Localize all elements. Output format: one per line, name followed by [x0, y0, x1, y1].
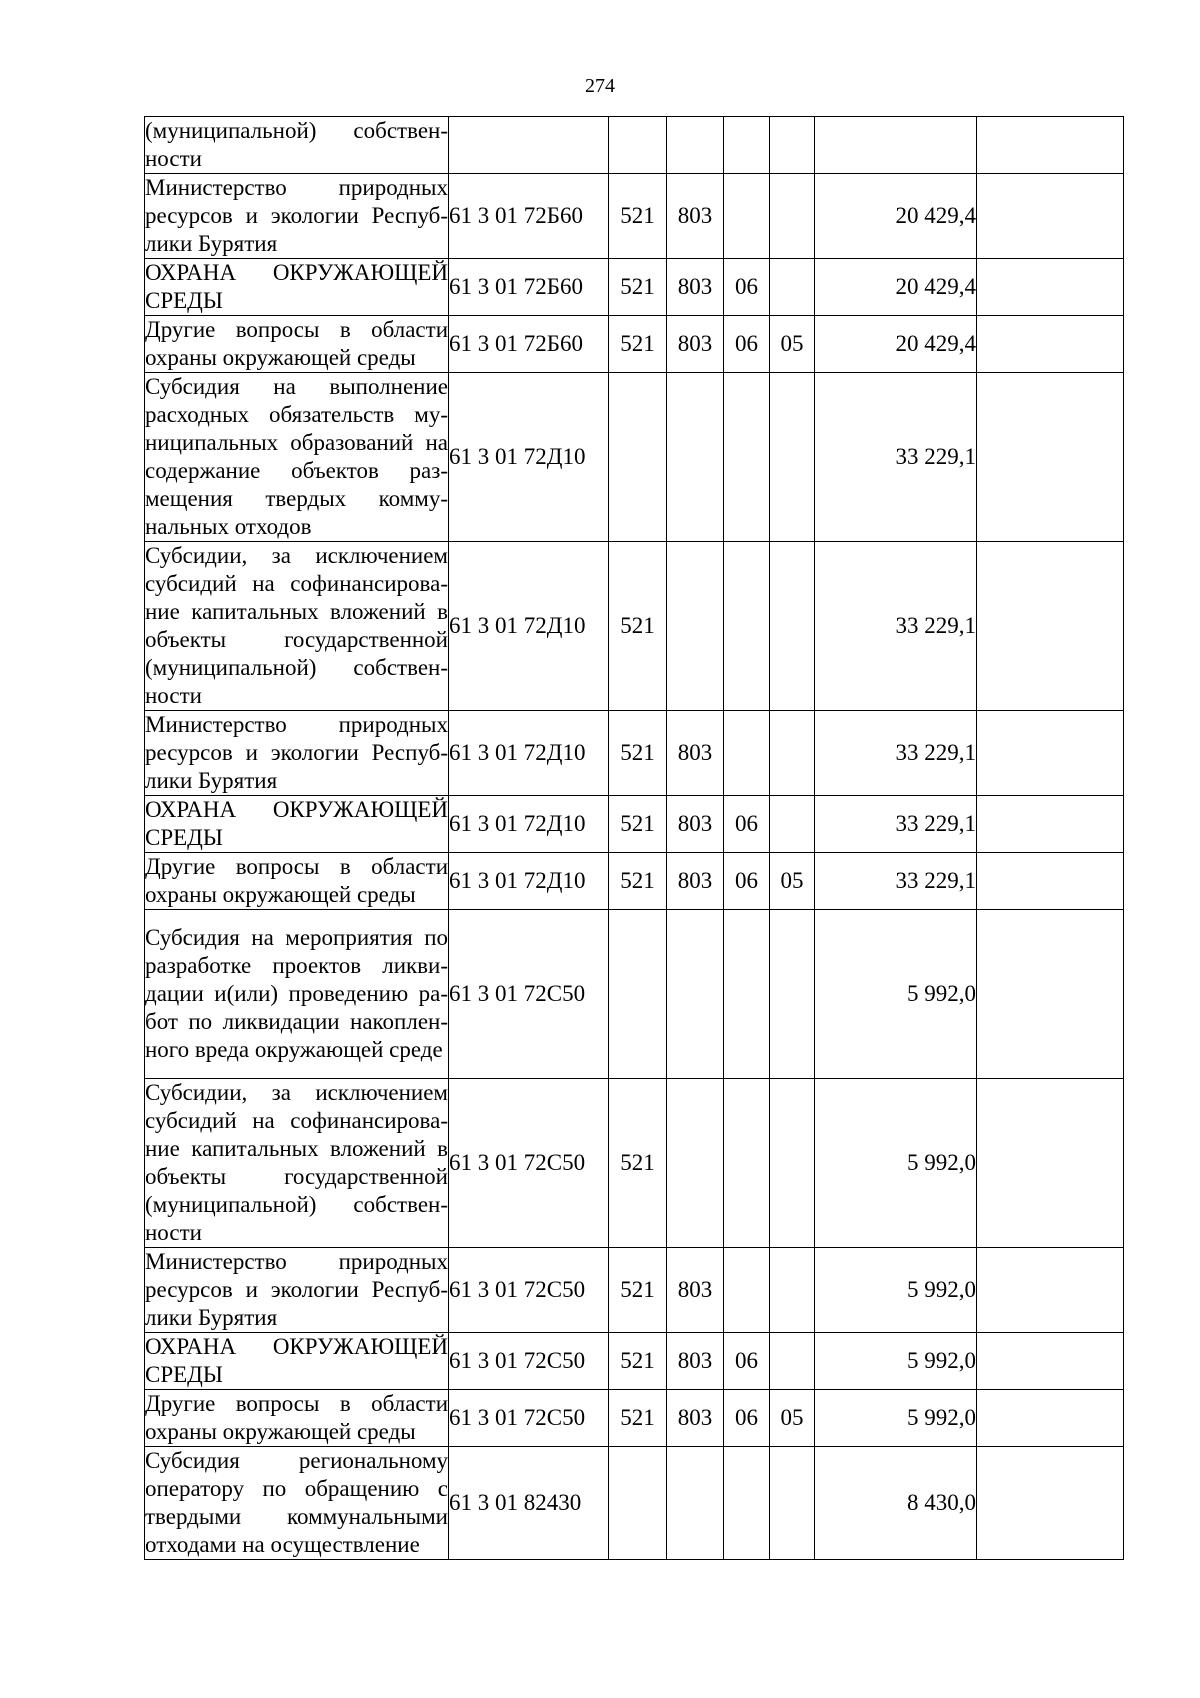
amount: 20 429,4 — [815, 316, 977, 373]
target-article-code: 61 3 01 72С50 — [449, 1333, 609, 1390]
ministry-code — [667, 542, 724, 711]
target-article-code: 61 3 01 72С50 — [449, 910, 609, 1079]
subsection-code — [770, 117, 815, 174]
amount: 20 429,4 — [815, 259, 977, 316]
row-name: Другие вопросы в области охраны окружающей среды — [145, 1390, 449, 1447]
subsection-code: 05 — [770, 316, 815, 373]
expense-type-code: 521 — [609, 1248, 667, 1333]
table-row — [145, 174, 1124, 259]
subsection-code — [770, 1447, 815, 1560]
row-name: Субсидии, за исключением субсидий на софинансирова-ние капитальных вложений в объекты государственной (муниципальной) собствен-ности — [145, 542, 449, 711]
row-name: Другие вопросы в области охраны окружающей среды — [145, 316, 449, 373]
expense-type-code: 521 — [609, 1333, 667, 1390]
row-name: Министерство природных ресурсов и экологии Респуб-лики Бурятия — [145, 1248, 449, 1333]
table-row — [145, 1390, 1124, 1447]
target-article-code: 61 3 01 82430 — [449, 1447, 609, 1560]
ministry-code: 803 — [667, 1248, 724, 1333]
table-row — [145, 1447, 1124, 1560]
expense-type-code: 521 — [609, 174, 667, 259]
row-name: Субсидия на мероприятия по разработке проектов ликви-дации и(или) проведению ра-бот по ликвидации накоплен-ного вреда окружающей среде — [145, 910, 449, 1079]
ministry-code: 803 — [667, 796, 724, 853]
subsection-code — [770, 1079, 815, 1248]
row-name: Субсидия на выполнение расходных обязательств му-ниципальных образований на содержание объектов раз-мещения твердых комму-нальных отходов — [145, 373, 449, 542]
extra-amount — [977, 796, 1124, 853]
subsection-code — [770, 174, 815, 259]
target-article-code: 61 3 01 72Д10 — [449, 711, 609, 796]
row-name: (муниципальной) собствен-ности — [145, 117, 449, 174]
row-name: Субсидии, за исключением субсидий на софинансирова-ние капитальных вложений в объекты государственной (муниципальной) собствен-ности — [145, 1079, 449, 1248]
extra-amount — [977, 542, 1124, 711]
section-code: 06 — [724, 853, 770, 910]
table-row — [145, 117, 1124, 174]
ministry-code: 803 — [667, 1390, 724, 1447]
row-name: Субсидия региональному оператору по обращению с твердыми коммунальными отходами на осуществление — [145, 1447, 449, 1560]
budget-table — [144, 116, 1124, 1560]
expense-type-code — [609, 910, 667, 1079]
expense-type-code: 521 — [609, 796, 667, 853]
section-code — [724, 1447, 770, 1560]
section-code — [724, 711, 770, 796]
extra-amount — [977, 373, 1124, 542]
target-article-code: 61 3 01 72С50 — [449, 1390, 609, 1447]
row-name: ОХРАНА ОКРУЖАЮЩЕЙ СРЕДЫ — [145, 1333, 449, 1390]
table-body — [145, 117, 1124, 1560]
section-code — [724, 1248, 770, 1333]
row-name: ОХРАНА ОКРУЖАЮЩЕЙ СРЕДЫ — [145, 796, 449, 853]
extra-amount — [977, 1447, 1124, 1560]
subsection-code — [770, 796, 815, 853]
target-article-code — [449, 117, 609, 174]
amount: 33 229,1 — [815, 853, 977, 910]
subsection-code — [770, 373, 815, 542]
ministry-code: 803 — [667, 853, 724, 910]
row-name: Министерство природных ресурсов и экологии Респуб-лики Бурятия — [145, 174, 449, 259]
ministry-code — [667, 117, 724, 174]
target-article-code: 61 3 01 72Д10 — [449, 796, 609, 853]
subsection-code: 05 — [770, 853, 815, 910]
table-row — [145, 796, 1124, 853]
table-row — [145, 1079, 1124, 1248]
table-row — [145, 542, 1124, 711]
extra-amount — [977, 174, 1124, 259]
ministry-code: 803 — [667, 1333, 724, 1390]
extra-amount — [977, 711, 1124, 796]
expense-type-code: 521 — [609, 542, 667, 711]
table-row — [145, 1333, 1124, 1390]
expense-type-code — [609, 117, 667, 174]
ministry-code: 803 — [667, 174, 724, 259]
amount: 5 992,0 — [815, 1079, 977, 1248]
amount: 5 992,0 — [815, 1390, 977, 1447]
extra-amount — [977, 316, 1124, 373]
extra-amount — [977, 910, 1124, 1079]
target-article-code: 61 3 01 72С50 — [449, 1079, 609, 1248]
amount: 33 229,1 — [815, 542, 977, 711]
amount: 5 992,0 — [815, 1333, 977, 1390]
table-row — [145, 853, 1124, 910]
row-name: Другие вопросы в области охраны окружающей среды — [145, 853, 449, 910]
amount: 5 992,0 — [815, 1248, 977, 1333]
amount — [815, 117, 977, 174]
row-name: ОХРАНА ОКРУЖАЮЩЕЙ СРЕДЫ — [145, 259, 449, 316]
subsection-code: 05 — [770, 1390, 815, 1447]
extra-amount — [977, 117, 1124, 174]
table-row — [145, 316, 1124, 373]
section-code: 06 — [724, 259, 770, 316]
row-name: Министерство природных ресурсов и экологии Респуб-лики Бурятия — [145, 711, 449, 796]
target-article-code: 61 3 01 72Б60 — [449, 259, 609, 316]
section-code — [724, 117, 770, 174]
amount: 33 229,1 — [815, 711, 977, 796]
section-code: 06 — [724, 1333, 770, 1390]
ministry-code: 803 — [667, 711, 724, 796]
section-code — [724, 174, 770, 259]
table-row — [145, 259, 1124, 316]
subsection-code — [770, 542, 815, 711]
expense-type-code: 521 — [609, 1390, 667, 1447]
target-article-code: 61 3 01 72С50 — [449, 1248, 609, 1333]
amount: 20 429,4 — [815, 174, 977, 259]
section-code — [724, 542, 770, 711]
ministry-code — [667, 373, 724, 542]
subsection-code — [770, 910, 815, 1079]
expense-type-code: 521 — [609, 259, 667, 316]
extra-amount — [977, 1333, 1124, 1390]
ministry-code: 803 — [667, 259, 724, 316]
expense-type-code: 521 — [609, 711, 667, 796]
section-code: 06 — [724, 796, 770, 853]
subsection-code — [770, 1248, 815, 1333]
table-row — [145, 1248, 1124, 1333]
page-number: 274 — [585, 75, 615, 97]
ministry-code — [667, 1079, 724, 1248]
target-article-code: 61 3 01 72Д10 — [449, 853, 609, 910]
subsection-code — [770, 1333, 815, 1390]
extra-amount — [977, 1079, 1124, 1248]
target-article-code: 61 3 01 72Д10 — [449, 373, 609, 542]
extra-amount — [977, 259, 1124, 316]
extra-amount — [977, 1390, 1124, 1447]
subsection-code — [770, 259, 815, 316]
subsection-code — [770, 711, 815, 796]
amount: 33 229,1 — [815, 373, 977, 542]
target-article-code: 61 3 01 72Б60 — [449, 174, 609, 259]
section-code — [724, 910, 770, 1079]
target-article-code: 61 3 01 72Д10 — [449, 542, 609, 711]
section-code — [724, 373, 770, 542]
table-row — [145, 373, 1124, 542]
amount: 8 430,0 — [815, 1447, 977, 1560]
section-code: 06 — [724, 1390, 770, 1447]
ministry-code — [667, 1447, 724, 1560]
extra-amount — [977, 853, 1124, 910]
table-row — [145, 711, 1124, 796]
section-code — [724, 1079, 770, 1248]
expense-type-code: 521 — [609, 853, 667, 910]
expense-type-code — [609, 1447, 667, 1560]
target-article-code: 61 3 01 72Б60 — [449, 316, 609, 373]
expense-type-code: 521 — [609, 1079, 667, 1248]
table-row — [145, 910, 1124, 1079]
extra-amount — [977, 1248, 1124, 1333]
ministry-code — [667, 910, 724, 1079]
ministry-code: 803 — [667, 316, 724, 373]
expense-type-code — [609, 373, 667, 542]
amount: 33 229,1 — [815, 796, 977, 853]
section-code: 06 — [724, 316, 770, 373]
amount: 5 992,0 — [815, 910, 977, 1079]
expense-type-code: 521 — [609, 316, 667, 373]
